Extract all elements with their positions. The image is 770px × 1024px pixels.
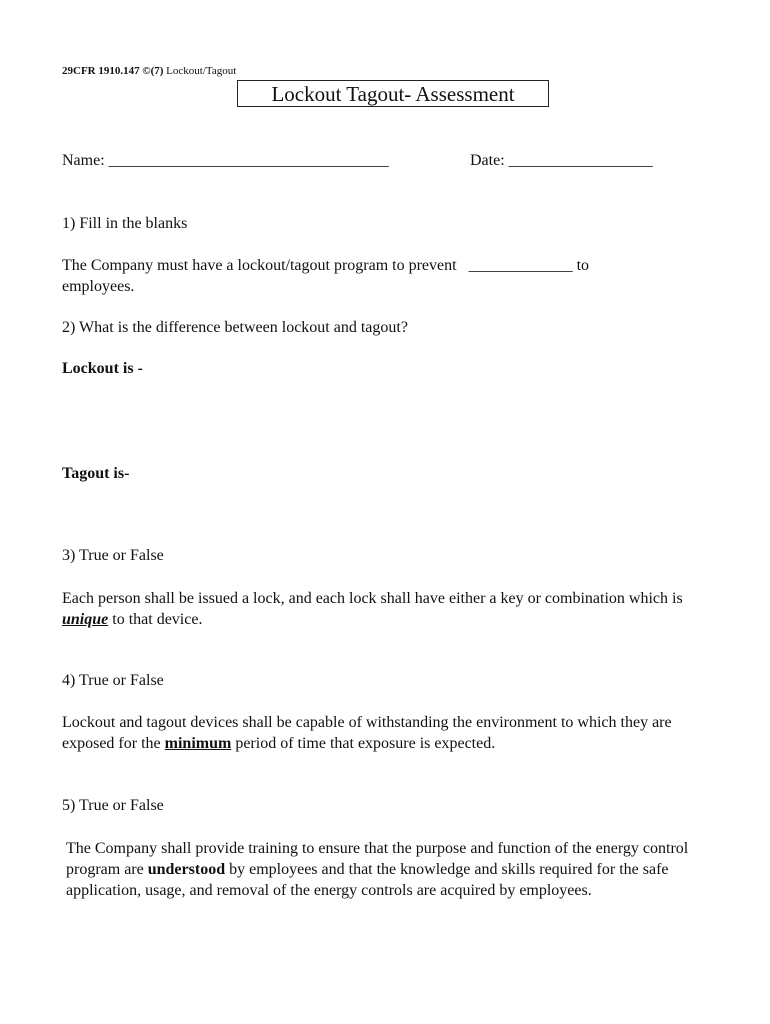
question-5-statement [66, 838, 718, 901]
question-4-text-after: period of time that exposure is expected. [235, 735, 496, 752]
question-4-text: Lockout and tagout devices shall be capable of withstanding the environment to which they are exposed for the [62, 714, 672, 752]
question-5-heading: 5) True or False [62, 797, 164, 814]
question-1-line-1 [62, 255, 589, 276]
date-blank[interactable]: __________________ [508, 152, 653, 169]
question-1-heading: 1) Fill in the blanks [62, 215, 188, 232]
question-3-emphasis: unique [62, 611, 109, 628]
date-label: Date: [470, 152, 505, 169]
regulation-reference [62, 64, 236, 78]
question-2-heading: 2) What is the difference between lockout and tagout? [62, 319, 408, 336]
name-field[interactable] [62, 150, 389, 171]
question-5-emphasis: understood [147, 861, 226, 878]
tagout-label: Tagout is- [62, 465, 130, 482]
question-1-blank[interactable]: _____________ [468, 257, 573, 274]
question-1-text: The Company must have a lockout/tagout program to prevent [62, 257, 457, 274]
question-4-statement [62, 712, 722, 754]
question-3-heading: 3) True or False [62, 547, 164, 564]
date-field[interactable] [470, 150, 653, 171]
name-label: Name: [62, 152, 105, 169]
question-1-text-after: to [576, 257, 590, 274]
question-5-text: The Company shall provide training to ensure that the purpose and function of the energy control program are [66, 840, 689, 878]
question-3-statement [62, 588, 702, 630]
regulation-code: 29CFR 1910.147 ©(7) [62, 65, 164, 77]
question-4-heading: 4) True or False [62, 672, 164, 689]
question-3-text: Each person shall be issued a lock, and each lock shall have either a key or combination which is [62, 590, 683, 607]
question-4-emphasis: minimum [164, 735, 232, 752]
question-3-text-after: to that device. [112, 611, 203, 628]
regulation-topic: Lockout/Tagout [166, 65, 237, 77]
question-5-text-after: by employees and that the knowledge and skills required for the safe application, usage, and removal of the energy controls are acquired by employees. [66, 861, 669, 899]
question-1-line-2: employees. [62, 278, 135, 295]
lockout-label: Lockout is - [62, 360, 143, 377]
page-title: Lockout Tagout- Assessment [237, 80, 549, 107]
name-blank[interactable]: ___________________________________ [108, 152, 389, 169]
